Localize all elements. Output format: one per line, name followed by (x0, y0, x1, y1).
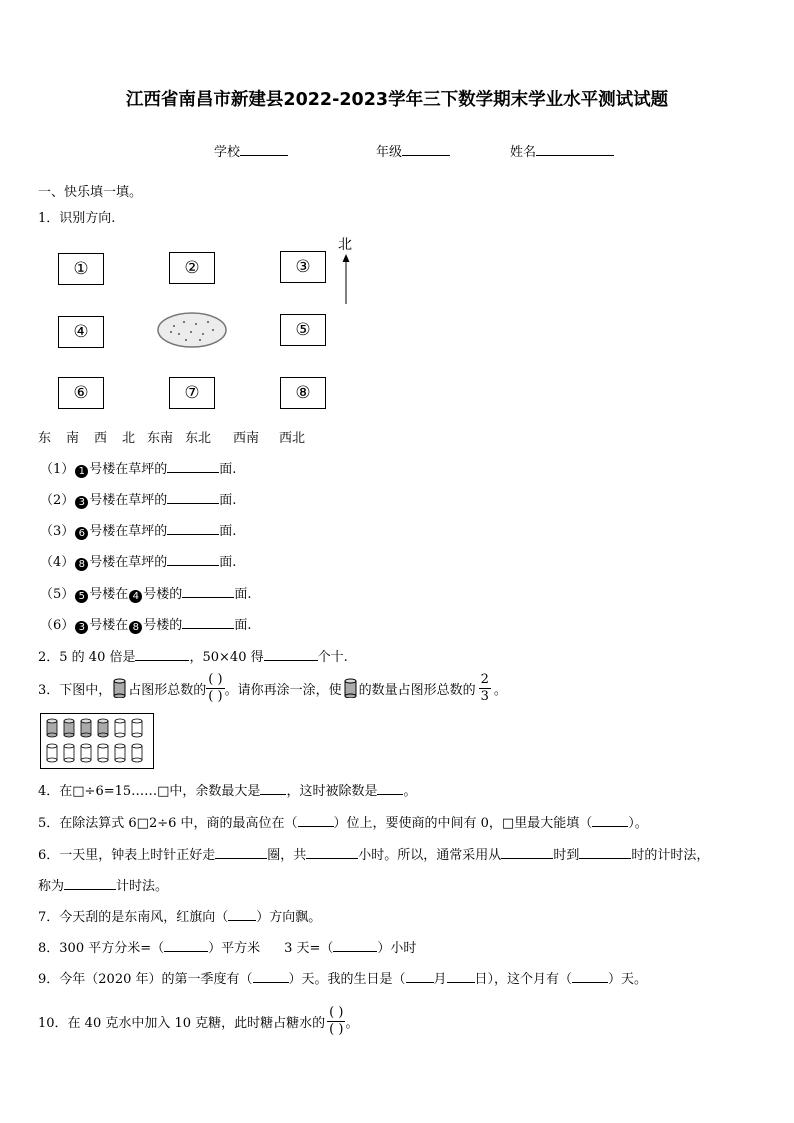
cylinder-shaded (47, 719, 57, 737)
answer-blank[interactable] (167, 521, 219, 535)
answer-blank[interactable] (298, 813, 334, 827)
q7-text: ）方向飘。 (256, 910, 322, 925)
blank-fraction[interactable] (206, 672, 224, 705)
direction-option: 西南 (233, 431, 260, 446)
sub-prefix: （3） (40, 524, 75, 539)
answer-blank[interactable] (447, 969, 475, 983)
answer-blank[interactable] (182, 584, 234, 598)
answer-blank[interactable] (377, 781, 403, 795)
q9-text: 9．今年（2020 年）的第一季度有（ (38, 972, 253, 987)
answer-blank[interactable] (182, 615, 234, 629)
direction-option: 西 (94, 431, 108, 446)
building-number-badge: 5 (75, 590, 88, 603)
shaded-cylinder-icon (113, 678, 126, 698)
fraction-two-thirds (479, 672, 491, 705)
shaded-cylinder-icon (344, 678, 357, 698)
building-6: ⑥ (58, 377, 104, 409)
direction-option: 南 (66, 431, 80, 446)
fraction-denominator-blank: ( ) (208, 688, 223, 704)
sub-text: 面. (219, 524, 237, 539)
fraction-numerator: 2 (480, 671, 489, 687)
lawn-icon (156, 310, 228, 350)
direction-option: 北 (122, 431, 136, 446)
q8-text: 3 天=（ (284, 941, 334, 956)
q2-text: 2．5 的 40 倍是 (38, 650, 136, 665)
answer-blank[interactable] (167, 552, 219, 566)
q9-text: 月 (433, 972, 447, 987)
answer-blank[interactable] (228, 907, 256, 921)
q7-text: 7．今天刮的是东南风，红旗向（ (38, 910, 229, 925)
q2-text: ，50×40 得 (189, 650, 264, 665)
cylinder-empty (47, 744, 57, 762)
sub-text: 面. (219, 555, 237, 570)
building-8: ⑧ (280, 377, 326, 409)
q1-sub-5 (40, 583, 251, 603)
q6-line-2 (38, 875, 168, 894)
sub-text: 号楼在草坪的 (89, 524, 168, 539)
fraction-numerator-blank: ( ) (329, 1004, 344, 1020)
q6-text: 称为 (38, 879, 65, 894)
q3-text: 。请你再涂一涂，使 (224, 682, 342, 698)
fraction-numerator-blank: ( ) (208, 671, 223, 687)
name-blank[interactable] (536, 142, 614, 156)
cylinder-shaded (98, 719, 108, 737)
cylinder-empty (98, 744, 108, 762)
q5-text: ）。 (628, 816, 648, 831)
sub-text: 号楼在草坪的 (89, 493, 168, 508)
q5 (38, 812, 648, 831)
answer-blank[interactable] (135, 647, 189, 661)
q3-text: 占图形总数的 (128, 682, 207, 698)
sub-text: 号楼在 (89, 618, 129, 633)
building-3: ③ (280, 251, 326, 283)
answer-blank[interactable] (167, 490, 219, 504)
q8-text: ）小时 (377, 941, 417, 956)
q1-sub-6 (40, 614, 251, 634)
q8-text: 8．300 平方分米=（ (38, 941, 165, 956)
sub-text: 面. (219, 462, 237, 477)
cylinder-shaded (81, 719, 91, 737)
north-label: 北 (338, 237, 352, 253)
q2 (38, 646, 348, 665)
answer-blank[interactable] (572, 969, 608, 983)
name-field (510, 141, 614, 160)
q6-text: 计时法。 (116, 879, 169, 894)
school-blank[interactable] (240, 142, 288, 156)
q5-text: 5．在除法算式 6□2÷6 中，商的最高位在（ (38, 816, 298, 831)
direction-option: 东 (38, 431, 52, 446)
sub-prefix: （4） (40, 555, 75, 570)
q4 (38, 780, 416, 799)
q1-sub-2 (40, 489, 236, 509)
q10-text: 。 (345, 1015, 359, 1031)
q9-text: ）天。 (608, 972, 648, 987)
blank-fraction[interactable] (327, 1005, 345, 1038)
q9-text: ）天。我的生日是（ (288, 972, 406, 987)
direction-option: 东南 (147, 431, 174, 446)
q2-text: 个十. (317, 650, 348, 665)
sub-text: 号楼在草坪的 (89, 462, 168, 477)
name-label: 姓名 (510, 145, 537, 160)
building-number-badge: 3 (75, 496, 88, 509)
answer-blank[interactable] (592, 813, 628, 827)
q8 (38, 937, 416, 956)
answer-blank[interactable] (164, 938, 208, 952)
grade-label: 年级 (376, 145, 403, 160)
sub-text: 面. (234, 587, 252, 602)
sub-prefix: （1） (40, 462, 75, 477)
q3 (38, 668, 507, 708)
sub-prefix: （5） (40, 587, 75, 602)
q10 (38, 1000, 358, 1042)
q1-sub-1 (40, 458, 236, 478)
answer-blank[interactable] (215, 845, 267, 859)
q1-sub-3 (40, 520, 236, 540)
building-number-badge: 3 (75, 621, 88, 634)
fraction-denominator-blank: ( ) (329, 1021, 344, 1037)
answer-blank[interactable] (306, 845, 358, 859)
sub-prefix: （6） (40, 618, 75, 633)
building-2: ② (169, 252, 215, 284)
answer-blank[interactable] (167, 459, 219, 473)
direction-option: 西北 (279, 431, 306, 446)
sub-text: 号楼在草坪的 (89, 555, 168, 570)
grade-blank[interactable] (402, 142, 450, 156)
q3-text: 3．下图中， (38, 682, 112, 698)
sub-text: 号楼的 (143, 618, 183, 633)
building-number-badge: 1 (75, 465, 88, 478)
school-label: 学校 (214, 145, 241, 160)
q1-title: 1．识别方向. (38, 211, 116, 226)
north-arrow-icon (340, 254, 352, 306)
q10-text: 10．在 40 克水中加入 10 克糖，此时糖占糖水的 (38, 1015, 326, 1031)
cylinder-empty (132, 744, 142, 762)
q1-sub-4 (40, 551, 236, 571)
q4-text: 4．在□÷6=15……□中，余数最大是 (38, 784, 261, 799)
q6-text: 6．一天里，钟表上时针正好走 (38, 848, 216, 863)
q6-text: 时的计时法， (631, 848, 710, 863)
q5-text: ）位上，要使商的中间有 0，□里最大能填（ (333, 816, 593, 831)
section-heading: 一、快乐填一填。 (38, 185, 143, 200)
answer-blank[interactable] (579, 845, 631, 859)
q9-text: 日），这个月有（ (474, 972, 573, 987)
page-title: 江西省南昌市新建县2022-2023学年三下数学期末学业水平测试试题 (125, 90, 669, 110)
building-4: ④ (58, 316, 104, 348)
cylinder-shaded (64, 719, 74, 737)
direction-option: 东北 (185, 431, 212, 446)
q4-text: ，这时被除数是 (286, 784, 378, 799)
cylinder-empty (81, 744, 91, 762)
sub-text: 号楼在 (89, 587, 129, 602)
cylinder-empty (115, 744, 125, 762)
direction-options (38, 427, 305, 446)
fraction-denominator: 3 (480, 688, 489, 704)
sub-prefix: （2） (40, 493, 75, 508)
q3-text: 的数量占图形总数的 (358, 682, 476, 698)
sub-text: 号楼的 (143, 587, 183, 602)
building-5: ⑤ (280, 314, 326, 346)
answer-blank[interactable] (264, 647, 318, 661)
cylinder-empty (64, 744, 74, 762)
q6-text: 小时。所以，通常采用从 (358, 848, 502, 863)
building-number-badge: 8 (75, 558, 88, 571)
grade-field (376, 141, 450, 160)
q6-text: 时到 (553, 848, 580, 863)
q7 (38, 906, 321, 925)
school-field (214, 141, 288, 160)
q6-line-1 (38, 844, 709, 863)
answer-blank[interactable] (501, 845, 553, 859)
q4-text: 。 (403, 784, 417, 799)
q8-text: ）平方米 (208, 941, 261, 956)
answer-blank[interactable] (253, 969, 289, 983)
sub-text: 面. (219, 493, 237, 508)
building-number-badge: 4 (129, 590, 142, 603)
building-number-badge: 6 (75, 527, 88, 540)
q9 (38, 968, 647, 987)
cylinder-empty (115, 719, 125, 737)
answer-blank[interactable] (260, 781, 286, 795)
building-7: ⑦ (169, 377, 215, 409)
answer-blank[interactable] (333, 938, 377, 952)
building-number-badge: 8 (129, 621, 142, 634)
cylinder-grid (40, 713, 154, 769)
sub-text: 面. (234, 618, 252, 633)
q6-text: 圈，共 (267, 848, 307, 863)
answer-blank[interactable] (64, 876, 116, 890)
cylinder-empty (132, 719, 142, 737)
answer-blank[interactable] (406, 969, 434, 983)
q3-text: 。 (493, 682, 507, 698)
building-1: ① (58, 253, 104, 285)
